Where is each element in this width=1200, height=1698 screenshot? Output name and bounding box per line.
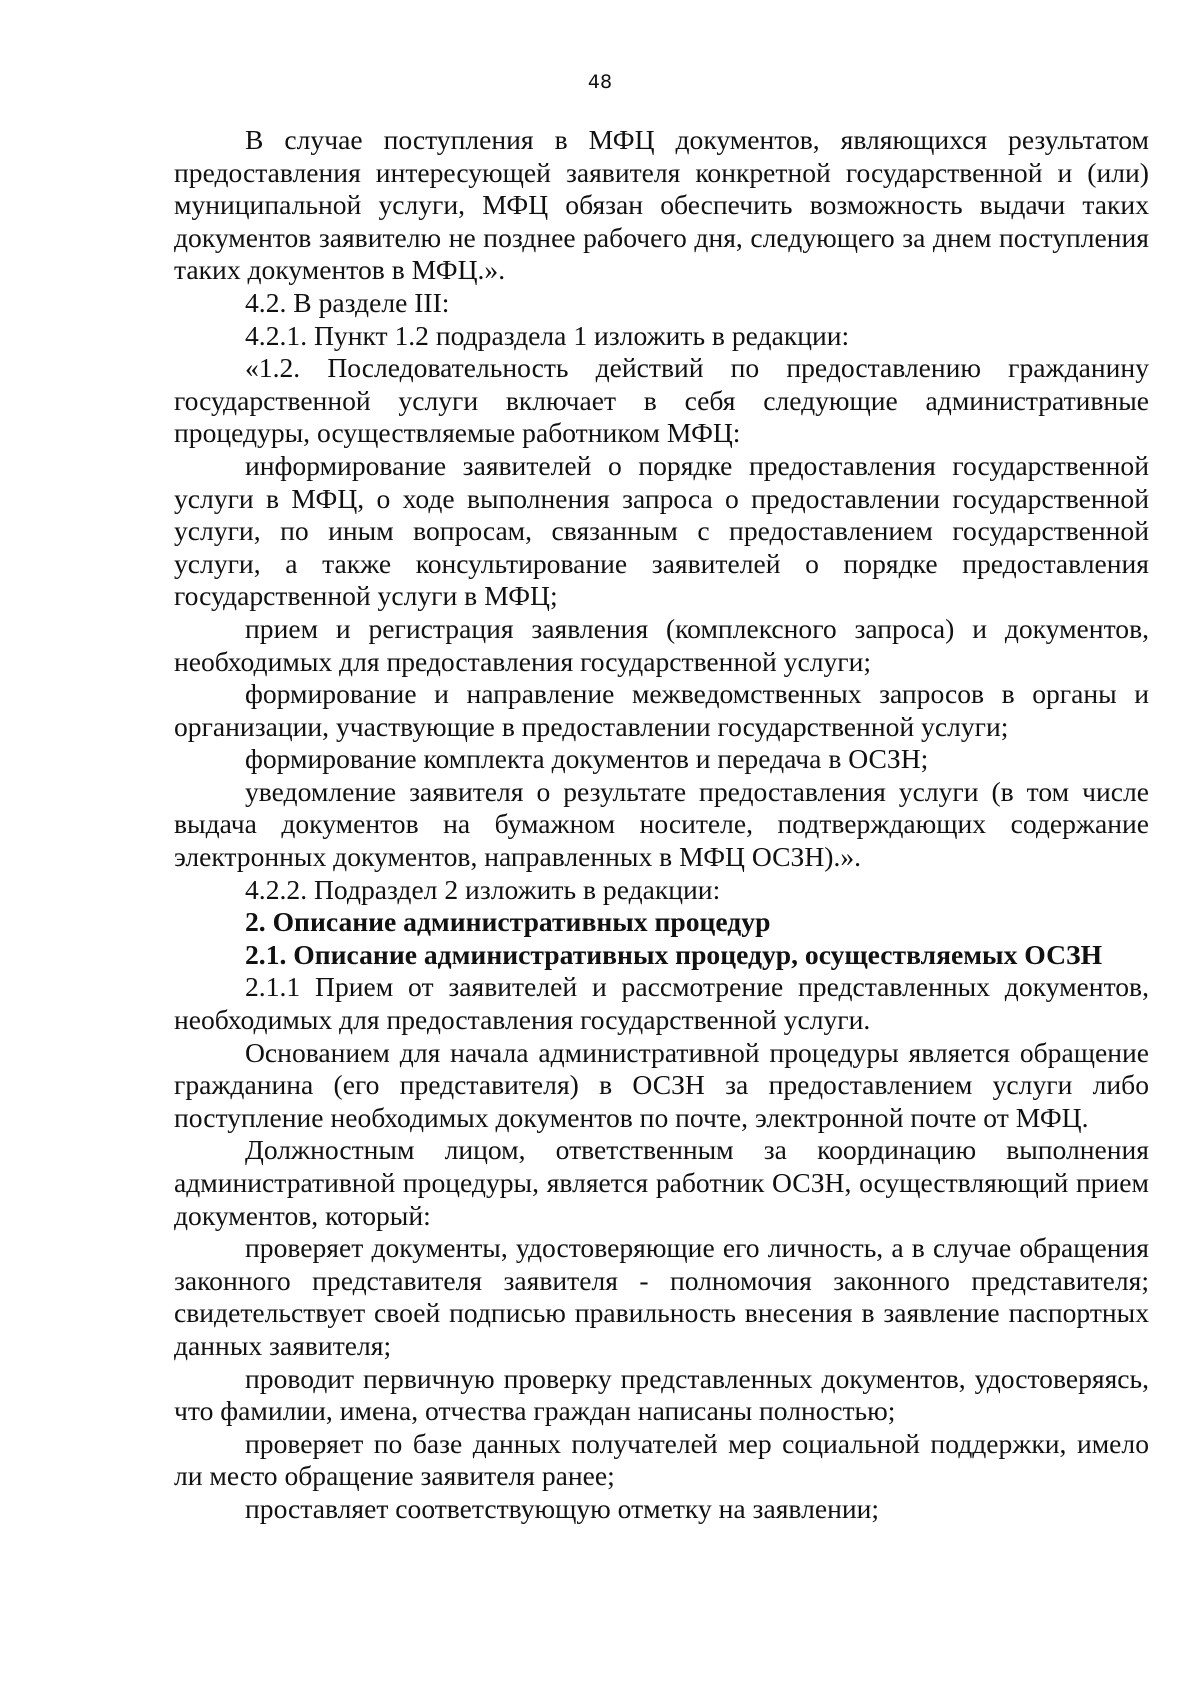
paragraph-checks-identity: проверяет документы, удостоверяющие его личность, а в случае обращения законного представителя заявителя - полномочия законного представителя; свидетельствует своей подписью правильность внесения в заявление паспортных данных заявителя; — [174, 1232, 1149, 1361]
paragraph-marks-application: проставляет соответствующую отметку на заявлении; — [245, 1492, 880, 1524]
paragraph-procedure-informing: информирование заявителей о порядке предоставления государственной услуги в МФЦ, о ходе выполнения запроса о предоставлении государственной услуги, по иным вопросам, связанным с предоставлением государственной услуги, а также консультирование заявителей о порядке предоставления государственной услуги в МФЦ; — [174, 449, 1149, 612]
paragraph-primary-check: проводит первичную проверку представленных документов, удостоверяясь, что фамилии, имена, отчества граждан написаны полностью; — [174, 1362, 1149, 1427]
paragraph-mfc-issuing-documents: В случае поступления в МФЦ документов, являющихся результатом предоставления интересующей заявителя конкретной государственной и (или) муниципальной услуги, МФЦ обязан обеспечить возможность выдачи таких документов заявителю не позднее рабочего дня, следующего за днем поступления таких документов в МФЦ.». — [174, 124, 1149, 286]
paragraph-item-2-1-1: 2.1.1 Прием от заявителей и рассмотрение представленных документов, необходимых для предоставления государственной услуги. — [174, 971, 1149, 1036]
paragraph-responsible-official: Должностным лицом, ответственным за координацию выполнения административной процедуры, является работник ОСЗН, осуществляющий прием документов, который: — [174, 1134, 1149, 1231]
paragraph-procedure-reception: прием и регистрация заявления (комплексного запроса) и документов, необходимых для предоставления государственной услуги; — [174, 612, 1149, 677]
paragraph-item-4-2-2: 4.2.2. Подраздел 2 изложить в редакции: — [245, 873, 721, 905]
page-number: 48 — [587, 71, 613, 93]
paragraph-basis-procedure: Основанием для начала административной процедуры является обращение гражданина (его представителя) в ОСЗН за предоставлением услуги либо поступление необходимых документов по почте, электронной почте от МФЦ. — [174, 1036, 1149, 1133]
paragraph-procedure-requests: формирование и направление межведомственных запросов в органы и организации, участвующие в предоставлении государственной услуги; — [174, 678, 1149, 742]
paragraph-item-4-2: 4.2. В разделе III: — [245, 286, 450, 318]
paragraph-procedure-package: формирование комплекта документов и передача в ОСЗН; — [245, 743, 929, 775]
paragraph-database-check: проверяет по базе данных получателей мер социальной поддержки, имело ли место обращение заявителя ранее; — [174, 1427, 1149, 1492]
heading-administrative-procedures: 2. Описание административных процедур — [245, 906, 771, 938]
paragraph-item-4-2-1: 4.2.1. Пункт 1.2 подраздела 1 изложить в редакции: — [245, 319, 850, 351]
paragraph-procedure-notification: уведомление заявителя о результате предоставления услуги (в том числе выдача документов на бумажном носителе, подтверждающих содержание электронных документов, направленных в МФЦ ОСЗН).». — [174, 775, 1149, 873]
paragraph-clause-1-2: «1.2. Последовательность действий по предоставлению гражданину государственной услуги включает в себя следующие административные процедуры, осуществляемые работником МФЦ: — [174, 352, 1149, 449]
heading-osszn-procedures: 2.1. Описание административных процедур, осуществляемых ОСЗН — [245, 938, 1103, 970]
document-body — [174, 124, 1149, 1526]
